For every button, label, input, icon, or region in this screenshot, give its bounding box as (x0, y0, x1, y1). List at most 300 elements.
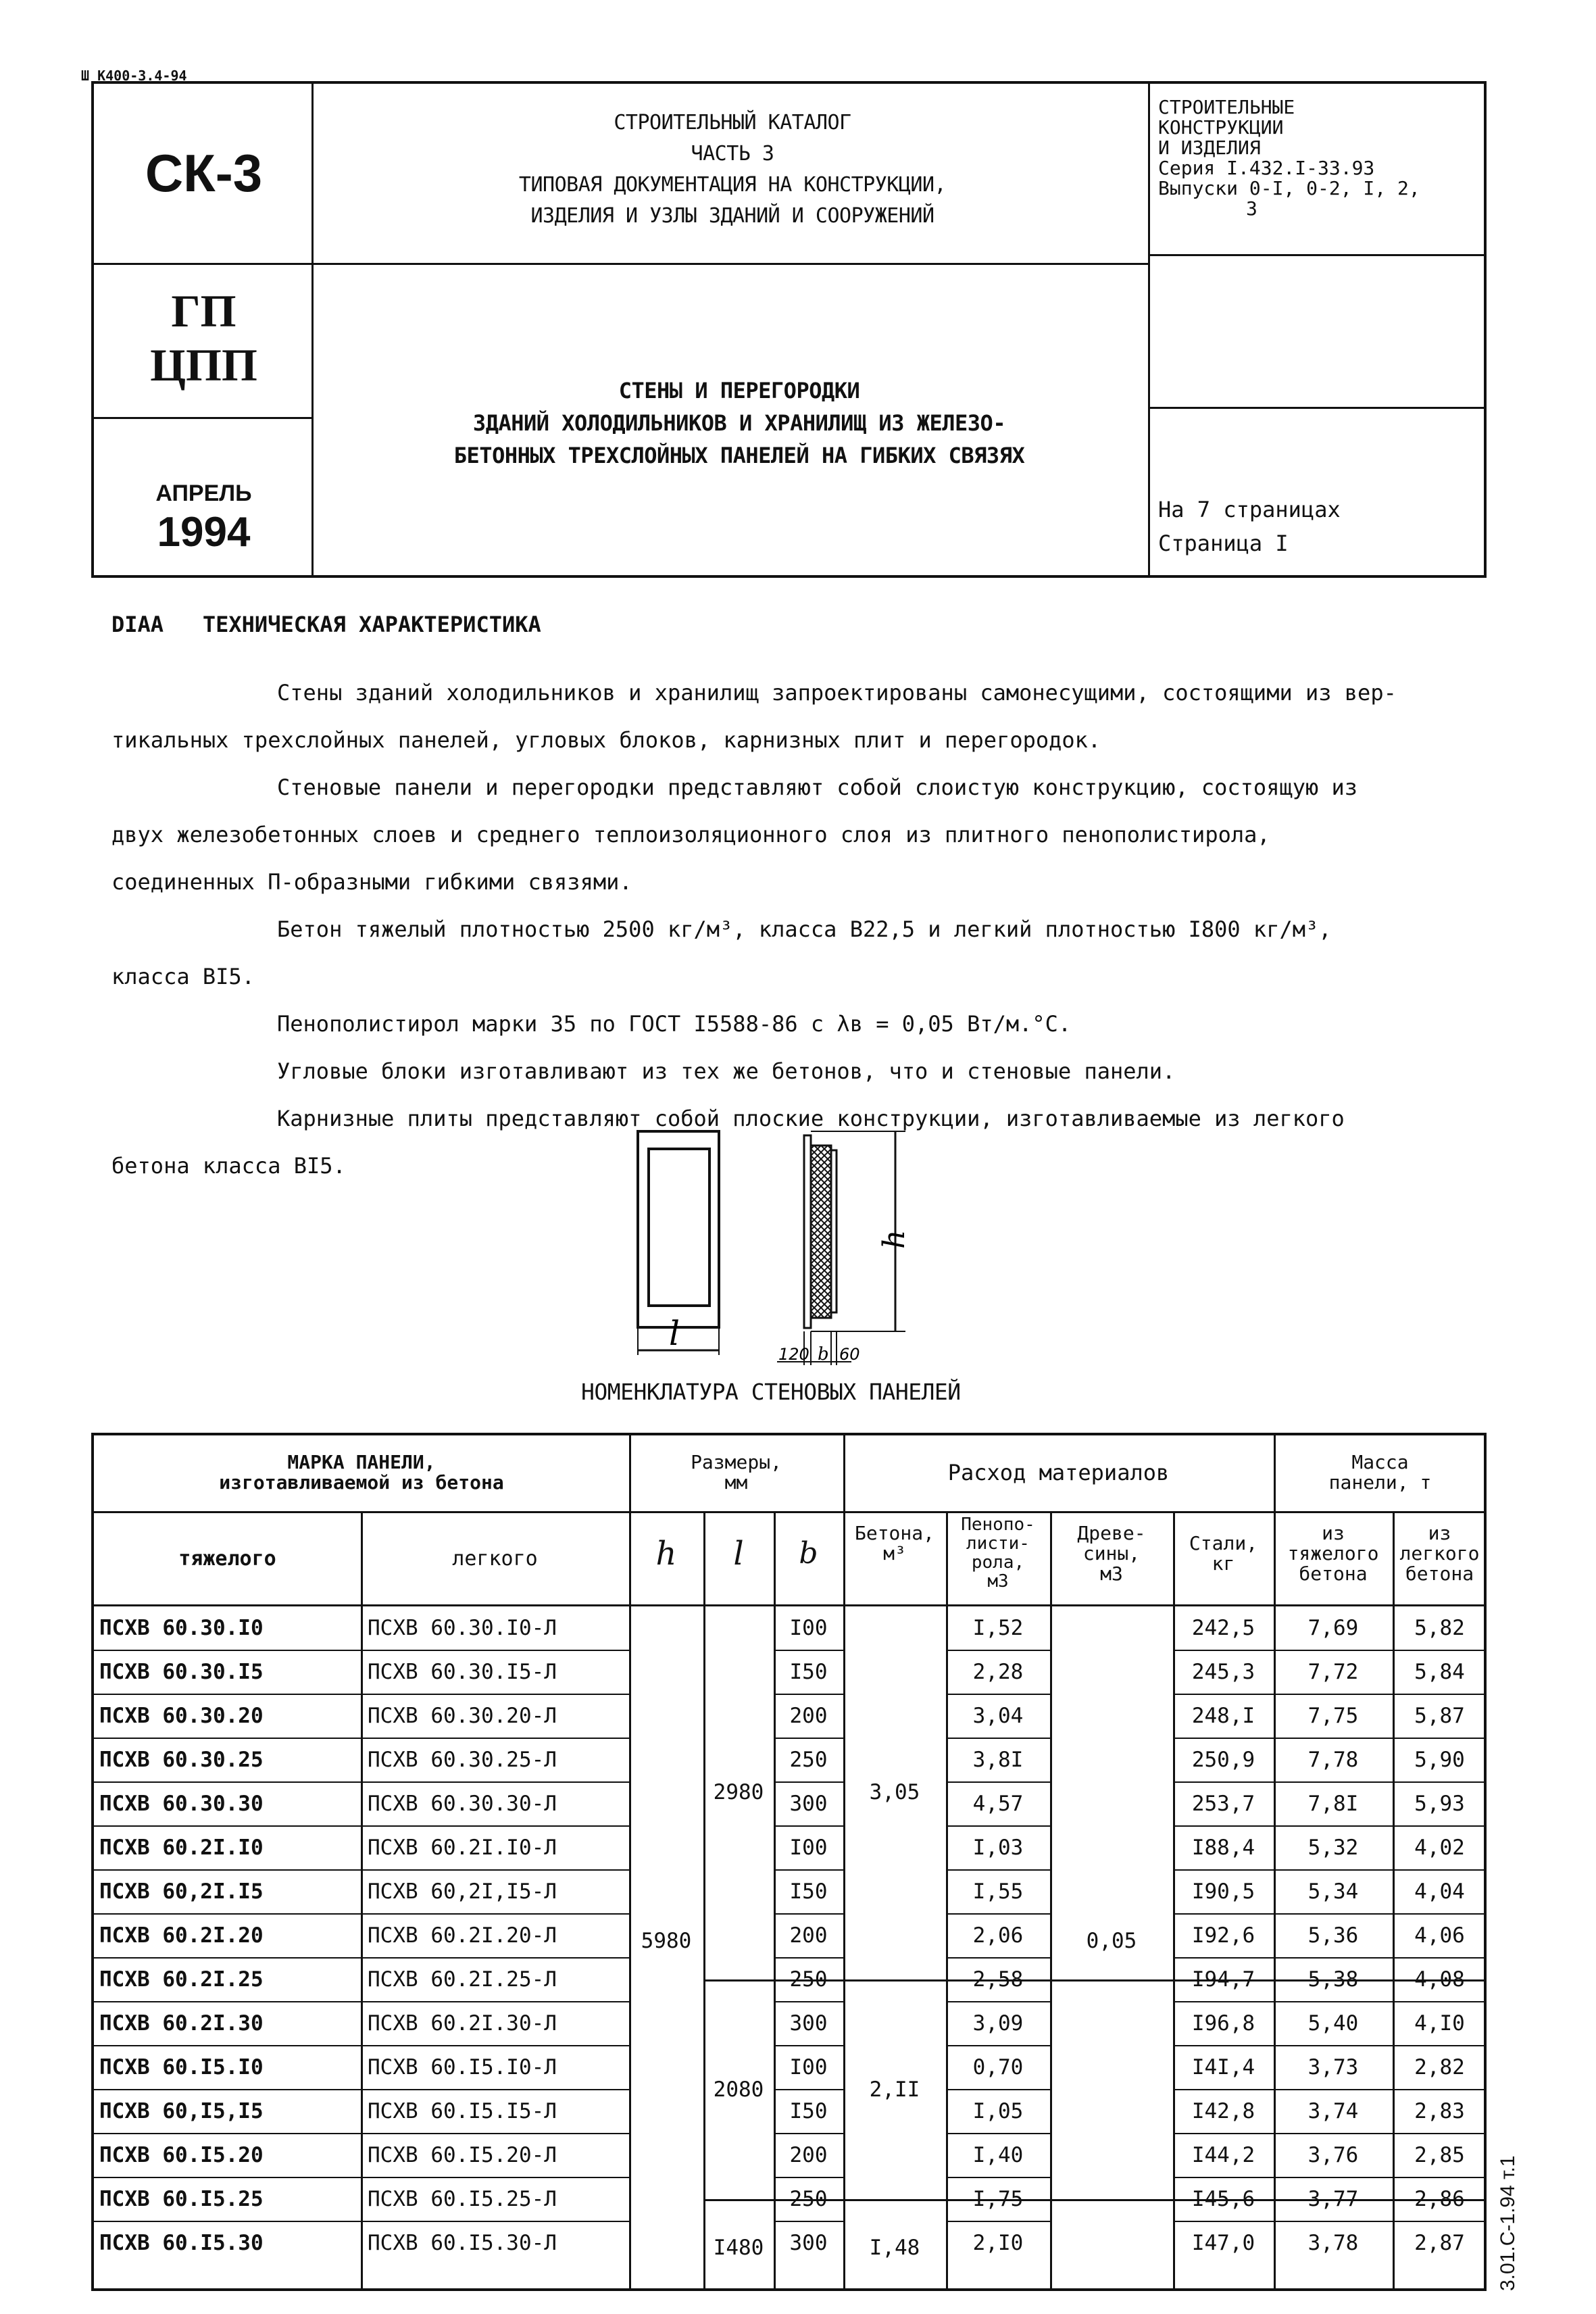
row-line (946, 1913, 1050, 1915)
cell-b: 200 (789, 1923, 828, 1948)
row-line (1274, 2177, 1393, 2178)
cell-foam: I,55 (972, 1879, 1024, 1904)
header-text: кг (1212, 1552, 1235, 1575)
row-line (94, 1511, 1484, 1513)
row-line (1173, 1738, 1274, 1739)
row-line (361, 1825, 629, 1827)
row-line (1393, 2001, 1487, 2002)
row-line (1274, 1825, 1393, 1827)
row-line (1274, 1913, 1393, 1915)
cell-ml: 2,86 (1414, 2187, 1465, 2211)
text-line: Стены зданий холодильников и хранилищ запроектированы самонесущими, состоящими из вер- (277, 680, 1397, 706)
table-caption: НОМЕНКЛАТУРА СТЕНОВЫХ ПАНЕЛЕЙ (581, 1379, 961, 1405)
row-line (1173, 1694, 1274, 1695)
cell-mh: 7,72 (1307, 1660, 1359, 1684)
section-layer-2 (831, 1150, 837, 1312)
cell-light: ПСХВ 60.I5.30-Л (368, 2231, 557, 2255)
text-line: Угловые блоки изготавливают из тех же бетонов, что и стеновые панели. (277, 1058, 1176, 1084)
header-text: рола, (971, 1552, 1025, 1573)
divider (1148, 84, 1150, 575)
row-line (1393, 2045, 1487, 2046)
row-line (946, 1869, 1050, 1871)
row-line (1173, 2133, 1274, 2134)
row-line (1173, 1957, 1274, 1959)
cell-foam: 2,I0 (972, 2231, 1024, 2255)
row-line (94, 1869, 361, 1871)
divider (1148, 407, 1484, 409)
row-line (1393, 2177, 1487, 2178)
row-line (1173, 1825, 1274, 1827)
cell-mh: 7,8I (1307, 1792, 1359, 1816)
header-l: l (733, 1535, 744, 1573)
issue-month: АПРЕЛЬ (155, 481, 252, 506)
cell-foam: 2,28 (972, 1660, 1024, 1684)
header-text: Стали, (1189, 1532, 1258, 1554)
cell-mh: 7,78 (1307, 1748, 1359, 1772)
catalog-title (317, 107, 1148, 232)
cell-h-value: 5980 (641, 1929, 692, 1953)
cell-light: ПСХВ 60.2I.30-Л (368, 2011, 557, 2036)
row-line (946, 1650, 1050, 1651)
row-line (1274, 1650, 1393, 1651)
cell-b: 300 (789, 2231, 828, 2255)
header-text: из (1428, 1522, 1451, 1544)
text-line: бетона класса BI5. (111, 1153, 346, 1179)
row-line (1274, 1694, 1393, 1695)
row-line (94, 2089, 361, 2090)
dim-b: b (818, 1344, 829, 1364)
row-line (946, 2221, 1050, 2222)
row-line (1393, 1781, 1487, 1783)
header-text: Масса (1351, 1451, 1409, 1473)
cell-mh: 3,74 (1307, 2099, 1359, 2123)
cell-steel: 248,I (1191, 1704, 1255, 1728)
row-line (1173, 1650, 1274, 1651)
cell-mh: 5,34 (1307, 1879, 1359, 1904)
cell-mh: 5,36 (1307, 1923, 1359, 1948)
row-line (94, 1738, 361, 1739)
row-line (1274, 1781, 1393, 1783)
row-line (94, 1604, 1484, 1606)
cell-ml: 5,87 (1414, 1704, 1465, 1728)
series-info (1158, 97, 1482, 219)
cell-steel: I90,5 (1191, 1879, 1255, 1904)
issue-date (94, 418, 314, 577)
cell-foam: I,05 (972, 2099, 1024, 2123)
cell-b: I00 (789, 2055, 828, 2079)
header-text: сины, (1082, 1542, 1141, 1565)
cell-mh: 7,75 (1307, 1704, 1359, 1728)
col-line (361, 1511, 363, 2288)
row-line (1393, 1650, 1487, 1651)
text-line: класса BI5. (111, 964, 255, 989)
cell-light: ПСХВ 60.2I.20-Л (368, 1923, 557, 1948)
cell-b: 200 (789, 1704, 828, 1728)
header-mass-light (1393, 1523, 1487, 1584)
cell-mh: 5,38 (1307, 1967, 1359, 1992)
cell-b: I00 (789, 1616, 828, 1640)
cell-concrete-group: 2,II (869, 2077, 920, 2102)
cell-heavy: ПСХВ 60.2I.30 (99, 2011, 264, 2036)
cell-heavy: ПСХВ 60.30.25 (99, 1748, 264, 1772)
cell-ml: 4,06 (1414, 1923, 1465, 1948)
cell-ml: 4,04 (1414, 1879, 1465, 1904)
cell-heavy: ПСХВ 60.30.20 (99, 1704, 264, 1728)
row-line (946, 2089, 1050, 2090)
header-foam (946, 1515, 1050, 1591)
cell-light: ПСХВ 60.I5.20-Л (368, 2143, 557, 2167)
cell-mh: 5,32 (1307, 1836, 1359, 1860)
header-text: Бетона, (854, 1522, 934, 1544)
row-line (1274, 1738, 1393, 1739)
catalog-line: СТРОИТЕЛЬНЫЙ КАТАЛОГ (614, 111, 851, 134)
cell-ml: 2,83 (1414, 2099, 1465, 2123)
row-line (94, 2177, 361, 2178)
row-line (774, 1738, 843, 1739)
header-text: м3 (987, 1571, 1009, 1592)
series-line: Выпуски 0-I, 0-2, I, 2, (1158, 177, 1420, 199)
catalog-line: ТИПОВАЯ ДОКУМЕНТАЦИЯ НА КОНСТРУКЦИИ, (518, 173, 947, 197)
row-line (94, 1825, 361, 1827)
col-line (1050, 1511, 1052, 2288)
row-line (361, 2001, 629, 2002)
cell-foam: I,40 (972, 2143, 1024, 2167)
cell-heavy: ПСХВ 60,2I.I5 (99, 1879, 264, 1904)
header-text: панели, т (1328, 1471, 1432, 1494)
row-line (1393, 1957, 1487, 1959)
cell-light: ПСХВ 60.30.25-Л (368, 1748, 557, 1772)
series-line: И ИЗДЕЛИЯ (1158, 137, 1261, 159)
cell-heavy: ПСХВ 60.2I.I0 (99, 1836, 264, 1860)
header-text: Размеры, (691, 1451, 782, 1473)
row-line (94, 2221, 361, 2222)
row-line (1393, 2089, 1487, 2090)
row-line (361, 2133, 629, 2134)
cell-heavy: ПСХВ 60.2I.20 (99, 1923, 264, 1948)
cell-steel: I44,2 (1191, 2143, 1255, 2167)
cell-b: 200 (789, 2143, 828, 2167)
row-line (94, 1957, 361, 1959)
row-line (774, 1694, 843, 1695)
cell-ml: 2,85 (1414, 2143, 1465, 2167)
cell-heavy: ПСХВ 60.I5.I0 (99, 2055, 264, 2079)
text-line: Стеновые панели и перегородки представляют собой слоистую конструкцию, состоящую из (277, 774, 1358, 800)
row-line (946, 2133, 1050, 2134)
cell-light: ПСХВ 60.2I.25-Л (368, 1967, 557, 1992)
row-line (1173, 1913, 1274, 1915)
cell-steel: I47,0 (1191, 2231, 1255, 2255)
header-text: Древе- (1077, 1522, 1146, 1544)
margin-note: 3.01.C-1.94 т.1 (1497, 2155, 1519, 2291)
organization (94, 265, 314, 417)
title-line: БЕТОННЫХ ТРЕХСЛОЙНЫХ ПАНЕЛЕЙ НА ГИБКИХ СВЯЗЯХ (453, 443, 1025, 468)
cell-light: ПСХВ 60.I5.25-Л (368, 2187, 557, 2211)
title-block (91, 81, 1487, 578)
cell-foam: 0,70 (972, 2055, 1024, 2079)
row-line (774, 2089, 843, 2090)
cell-heavy: ПСХВ 60.30.I0 (99, 1616, 264, 1640)
series-line: СТРОИТЕЛЬНЫЕ (1158, 96, 1295, 118)
row-line (361, 2045, 629, 2046)
page-number: Страница I (1158, 531, 1289, 556)
cell-foam: I,75 (972, 2187, 1024, 2211)
cell-mh: 3,77 (1307, 2187, 1359, 2211)
header-mass (1274, 1452, 1487, 1493)
header-text: м³ (883, 1542, 906, 1565)
cell-steel: I45,6 (1191, 2187, 1255, 2211)
cell-steel: 253,7 (1191, 1792, 1255, 1816)
catalog-code: СК-3 (145, 143, 263, 203)
row-line (1393, 1694, 1487, 1695)
row-line (774, 2221, 843, 2222)
header-text: мм (724, 1471, 748, 1494)
row-line (843, 1979, 946, 1981)
row-line (94, 2045, 361, 2046)
cell-light: ПСХВ 60.30.20-Л (368, 1704, 557, 1728)
row-line (774, 1957, 843, 1959)
header-text: МАРКА ПАНЕЛИ, (287, 1451, 436, 1473)
cell-steel: I92,6 (1191, 1923, 1255, 1948)
col-line (703, 1511, 705, 2288)
document-title (317, 374, 1162, 472)
row-line (94, 2133, 361, 2134)
row-line (946, 1825, 1050, 1827)
cell-wood-value: 0,05 (1086, 1929, 1137, 1953)
row-line (361, 2221, 629, 2222)
cell-b: I50 (789, 1660, 828, 1684)
row-line (1274, 2221, 1393, 2222)
row-line (946, 1781, 1050, 1783)
cell-steel: I94,7 (1191, 1967, 1255, 1992)
header-text: легкого (1399, 1542, 1480, 1565)
cell-heavy: ПСХВ 60.I5.20 (99, 2143, 264, 2167)
row-line (1274, 2089, 1393, 2090)
cell-steel: 245,3 (1191, 1660, 1255, 1684)
row-line (94, 1650, 361, 1651)
row-line (946, 1694, 1050, 1695)
cell-b: 300 (789, 1792, 828, 1816)
cell-steel: I42,8 (1191, 2099, 1255, 2123)
cell-light: ПСХВ 60.30.30-Л (368, 1792, 557, 1816)
section-code: DIAA (111, 612, 164, 637)
header-light: легкого (452, 1547, 538, 1571)
series-line: Серия I.432.I-33.93 (1158, 157, 1375, 179)
cell-heavy: ПСХВ 60,I5,I5 (99, 2099, 264, 2123)
row-line (94, 1694, 361, 1695)
cell-steel: I96,8 (1191, 2011, 1255, 2036)
cell-b: I50 (789, 1879, 828, 1904)
cell-foam: 2,58 (972, 1967, 1024, 1992)
page-info (1158, 493, 1341, 560)
cell-foam: 3,04 (972, 1704, 1024, 1728)
divider (1148, 254, 1484, 256)
row-line (361, 2177, 629, 2178)
cell-mh: 3,76 (1307, 2143, 1359, 2167)
cell-b: 250 (789, 1967, 828, 1992)
section-insulation (811, 1146, 831, 1318)
section-title: ТЕХНИЧЕСКАЯ ХАРАКТЕРИСТИКА (202, 612, 541, 637)
org-line-1: ГП (171, 285, 236, 337)
cell-steel: I88,4 (1191, 1836, 1255, 1860)
row-line (1173, 2177, 1274, 2178)
row-line (361, 1781, 629, 1783)
page-count: На 7 страницах (1158, 497, 1341, 522)
text-body (111, 669, 1483, 1189)
header-text: из (1322, 1522, 1345, 1544)
cell-light: ПСХВ 60,2I,I5-Л (368, 1879, 557, 1904)
cell-ml: 5,84 (1414, 1660, 1465, 1684)
row-line (1393, 1869, 1487, 1871)
row-line (1393, 1738, 1487, 1739)
org-line-2: ЦПП (150, 339, 257, 391)
cell-b: 250 (789, 2187, 828, 2211)
cell-mh: 3,73 (1307, 2055, 1359, 2079)
cell-l-group: 2980 (713, 1780, 764, 1804)
row-line (361, 2089, 629, 2090)
cell-mh: 5,40 (1307, 2011, 1359, 2036)
header-text: бетона (1299, 1562, 1368, 1585)
cell-b: I50 (789, 2099, 828, 2123)
row-line (774, 2045, 843, 2046)
cell-foam: 4,57 (972, 1792, 1024, 1816)
text-line: соединенных П-образными гибкими связями. (111, 869, 632, 895)
cell-steel: I4I,4 (1191, 2055, 1255, 2079)
cell-ml: 4,02 (1414, 1836, 1465, 1860)
dim-l-label: l (669, 1314, 680, 1353)
title-line: ЗДАНИЙ ХОЛОДИЛЬНИКОВ И ХРАНИЛИЩ ИЗ ЖЕЛЕЗО- (472, 410, 1006, 436)
row-line (843, 2199, 946, 2201)
row-line (1274, 1957, 1393, 1959)
text-line: Бетон тяжелый плотностью 2500 кг/м³, класса В22,5 и легкий плотностью I800 кг/м³, (277, 916, 1332, 942)
row-line (94, 1913, 361, 1915)
row-line (1393, 2133, 1487, 2134)
catalog-line: ЧАСТЬ 3 (691, 142, 774, 166)
panel-drawing (628, 1122, 912, 1379)
row-line (774, 1650, 843, 1651)
row-line (1173, 1869, 1274, 1871)
section-heading (111, 612, 541, 637)
cell-ml: 5,82 (1414, 1616, 1465, 1640)
row-line (361, 1694, 629, 1695)
series-line: КОНСТРУКЦИИ (1158, 116, 1284, 139)
row-line (774, 2133, 843, 2134)
row-line (361, 1650, 629, 1651)
row-line (774, 1869, 843, 1871)
cell-ml: 5,90 (1414, 1748, 1465, 1772)
cell-ml: 4,08 (1414, 1967, 1465, 1992)
cell-heavy: ПСХВ 60.I5.30 (99, 2231, 264, 2255)
text-line: Пенополистирол марки 35 по ГОСТ I5588-86 с λв = 0,05 Вт/м.°С. (277, 1011, 1072, 1037)
row-line (361, 1913, 629, 1915)
row-line (1393, 1825, 1487, 1827)
row-line (1274, 2133, 1393, 2134)
row-line (1173, 2001, 1274, 2002)
row-line (774, 2177, 843, 2178)
cell-concrete-group: 3,05 (869, 1780, 920, 1804)
cell-b: 300 (789, 2011, 828, 2036)
row-line (361, 1957, 629, 1959)
header-concrete (843, 1523, 946, 1564)
header-sizes (629, 1452, 843, 1493)
cell-ml: 2,82 (1414, 2055, 1465, 2079)
cell-heavy: ПСХВ 60.2I.25 (99, 1967, 264, 1992)
cell-ml: 4,I0 (1414, 2011, 1465, 2036)
text-line: Карнизные плиты представляют собой плоские конструкции, изготавливаемые из легкого (277, 1106, 1345, 1131)
header-mass-heavy (1274, 1523, 1393, 1584)
row-line (774, 2001, 843, 2002)
cell-foam: 3,8I (972, 1748, 1024, 1772)
row-line (1274, 2045, 1393, 2046)
cell-b: I00 (789, 1836, 828, 1860)
row-line (1393, 2221, 1487, 2222)
cell-foam: 3,09 (972, 2011, 1024, 2036)
cell-concrete-group: I,48 (869, 2236, 920, 2260)
document-code: Ш К400-3.4-94 (81, 68, 187, 84)
cell-light: ПСХВ 60.2I.I0-Л (368, 1836, 557, 1860)
row-line (361, 1869, 629, 1871)
header-b: b (799, 1536, 818, 1571)
cell-ml: 5,93 (1414, 1792, 1465, 1816)
cell-steel: 250,9 (1191, 1748, 1255, 1772)
cell-light: ПСХВ 60.I5.I0-Л (368, 2055, 557, 2079)
row-line (1274, 2001, 1393, 2002)
header-steel (1173, 1533, 1274, 1574)
cell-foam: I,52 (972, 1616, 1024, 1640)
cell-foam: 2,06 (972, 1923, 1024, 1948)
title-line: СТЕНЫ И ПЕРЕГОРОДКИ (618, 378, 860, 403)
cell-heavy: ПСХВ 60.I5.25 (99, 2187, 264, 2211)
row-line (361, 1738, 629, 1739)
header-text: м3 (1100, 1562, 1123, 1585)
cell-heavy: ПСХВ 60.30.30 (99, 1792, 264, 1816)
row-line (774, 1913, 843, 1915)
text-line: двух железобетонных слоев и среднего теплоизоляционного слоя из плитного пенополистирола, (111, 822, 1270, 847)
issue-year: 1994 (157, 509, 251, 556)
header-h: h (655, 1535, 677, 1573)
row-line (946, 2177, 1050, 2178)
text-line: тикальных трехслойных панелей, угловых блоков, карнизных плит и перегородок. (111, 727, 1101, 753)
row-line (94, 1781, 361, 1783)
row-line (1393, 1913, 1487, 1915)
panel-front-inner (649, 1149, 709, 1306)
row-line (1274, 1869, 1393, 1871)
cell-l-group: 2080 (713, 2077, 764, 2102)
cell-steel: 242,5 (1191, 1616, 1255, 1640)
panel-table (91, 1433, 1487, 2291)
row-line (1173, 1781, 1274, 1783)
header-heavy: тяжелого (178, 1547, 276, 1571)
row-line (1173, 2045, 1274, 2046)
cell-light: ПСХВ 60.I5.I5-Л (368, 2099, 557, 2123)
row-line (774, 1781, 843, 1783)
cell-heavy: ПСХВ 60.30.I5 (99, 1660, 264, 1684)
row-line (946, 1738, 1050, 1739)
cell-ml: 2,87 (1414, 2231, 1465, 2255)
header-mark (94, 1452, 629, 1493)
header-wood (1050, 1523, 1173, 1584)
header-text: листи- (966, 1533, 1030, 1554)
row-line (94, 2001, 361, 2002)
series-line: 3 (1246, 197, 1257, 220)
dim-h-label: h (877, 1229, 912, 1249)
catalog-line: ИЗДЕЛИЯ И УЗЛЫ ЗДАНИЙ И СООРУЖЕНИЙ (530, 204, 934, 228)
cell-mh: 3,78 (1307, 2231, 1359, 2255)
row-line (1173, 2221, 1274, 2222)
dim-120: 120 (778, 1345, 809, 1364)
row-line (774, 1825, 843, 1827)
header-text: бетона (1405, 1562, 1474, 1585)
cell-mh: 7,69 (1307, 1616, 1359, 1640)
